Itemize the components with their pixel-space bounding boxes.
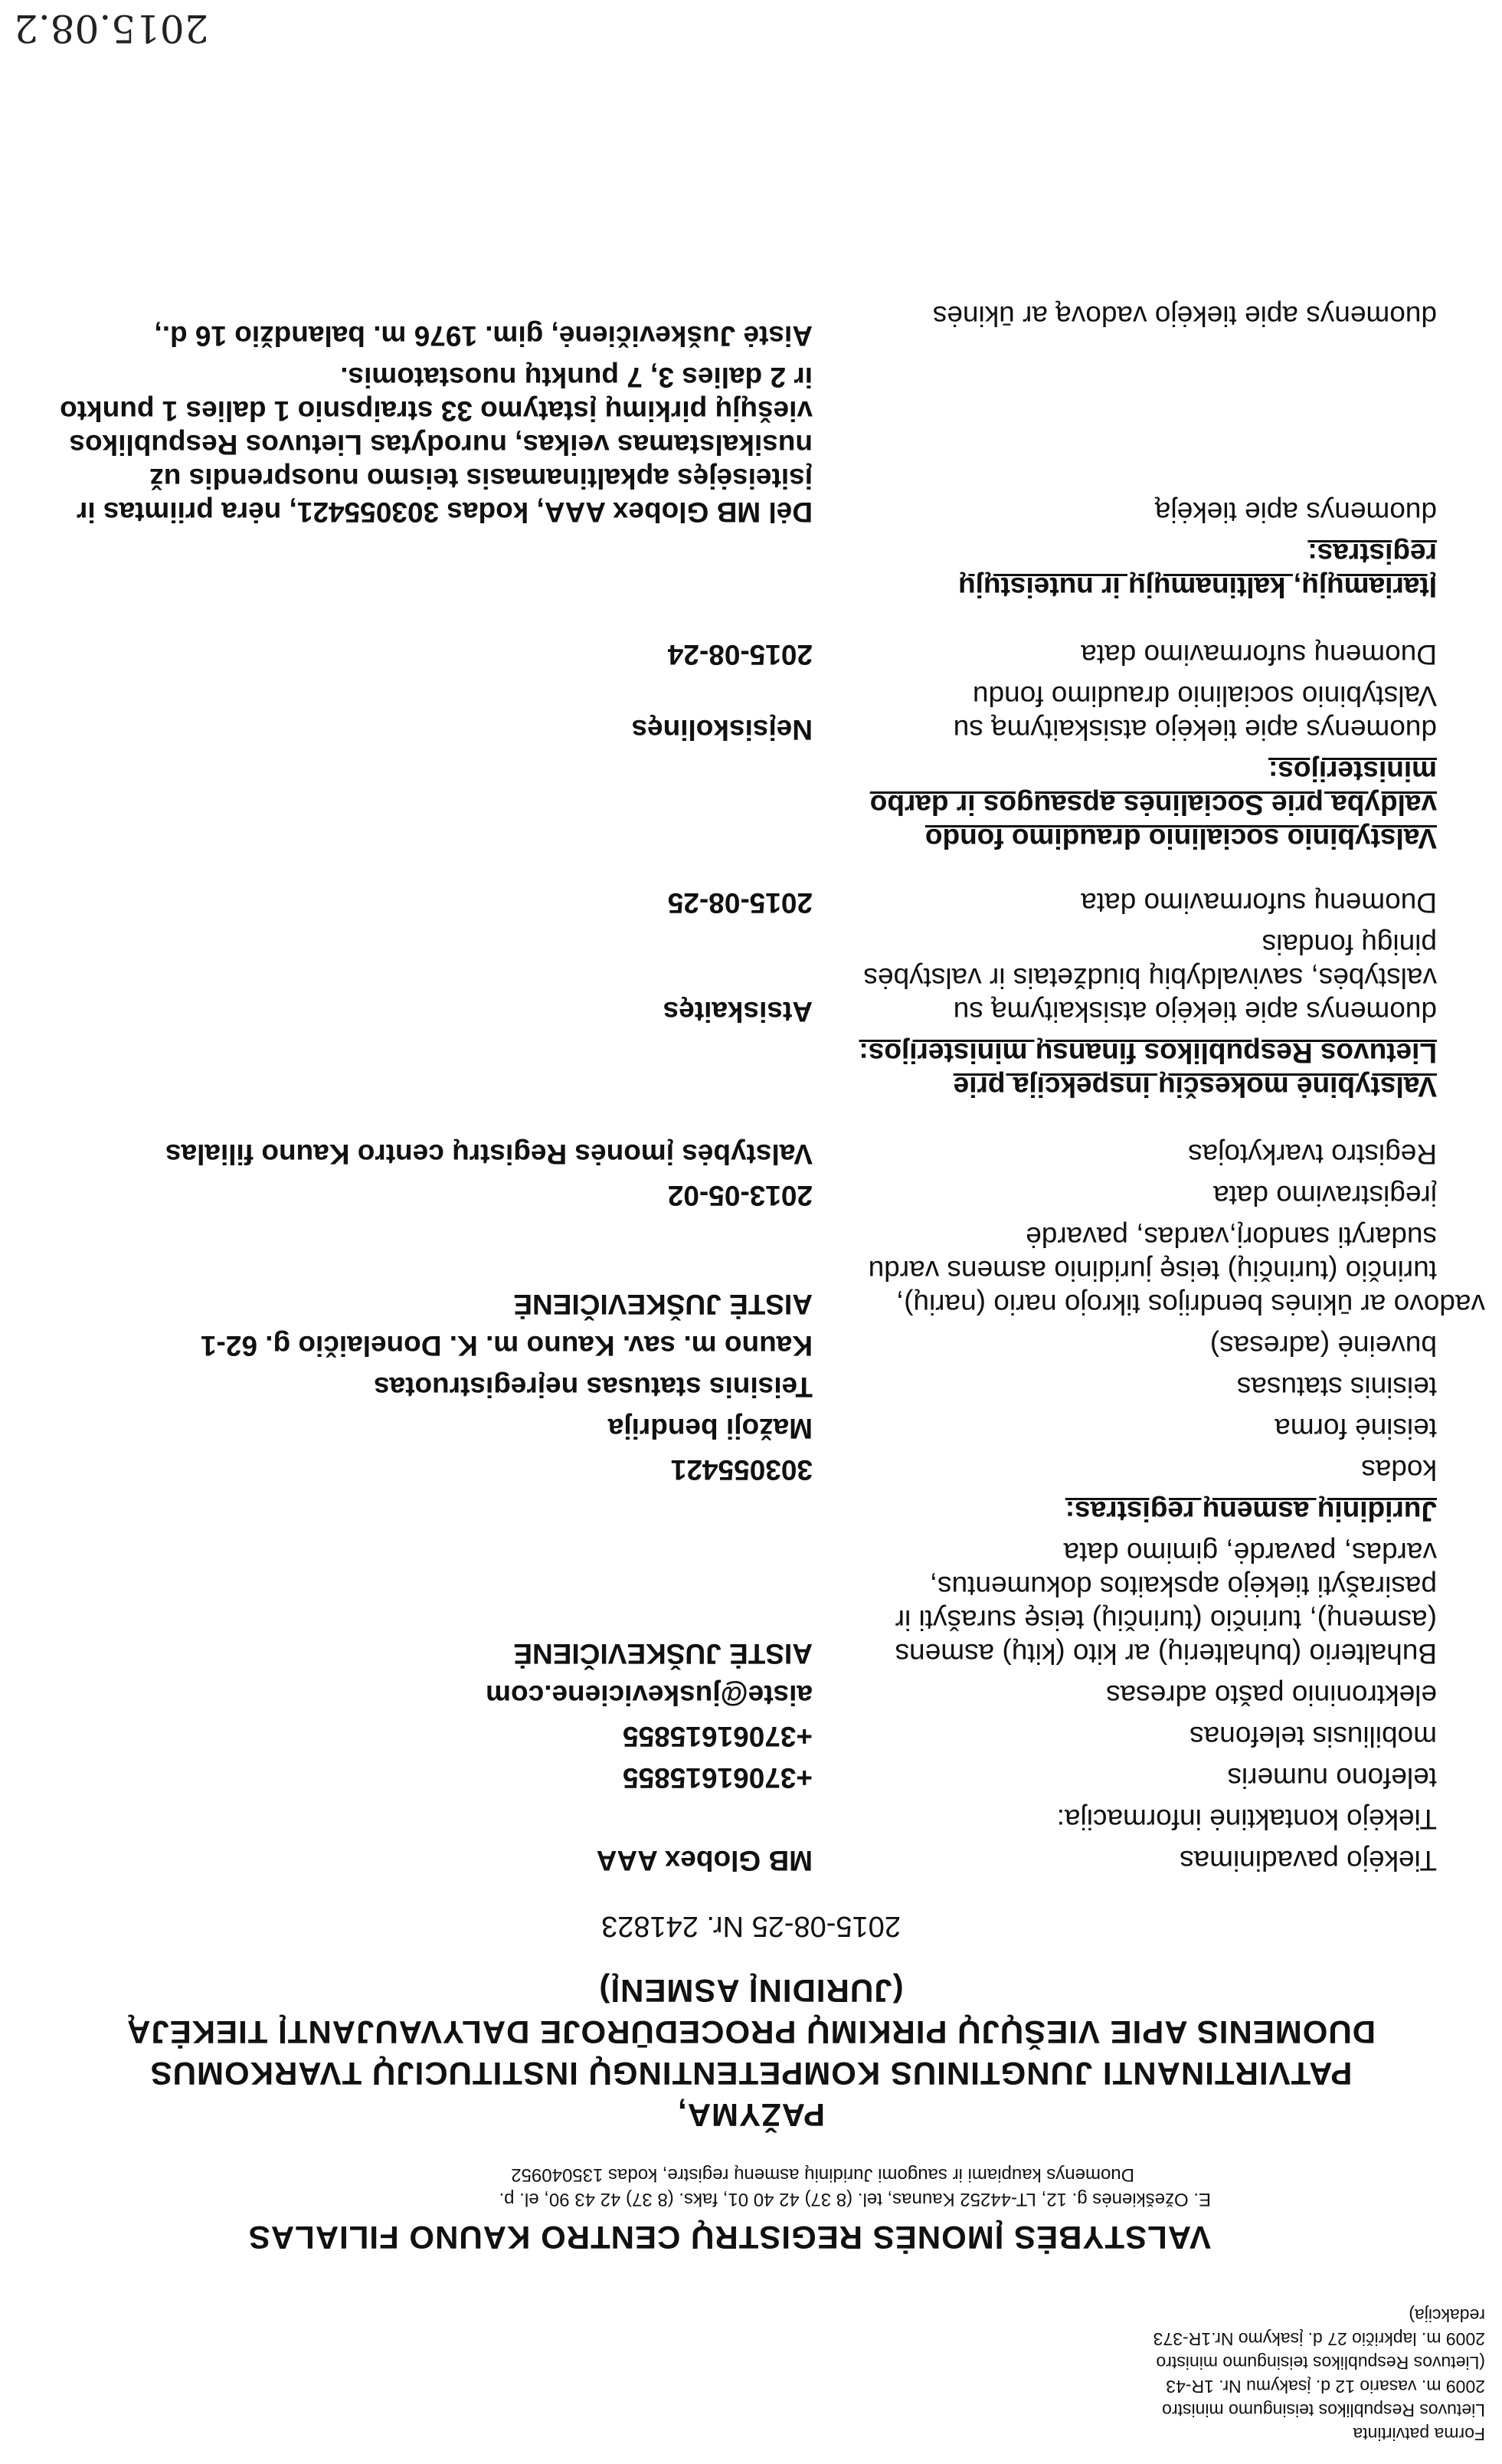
issuer-address: E. Ožeškienės g. 12, LT-44252 Kaunas, tel. (8 37) 42 40 01, faks. (8 37) 42 43 90, el. p. — [499, 2189, 1211, 2210]
tax-label: duomenys apie tiekėjo atsiskaitymą su — [953, 996, 1437, 1027]
social-label: Valstybinio socialinio draudimo fondu — [972, 680, 1437, 712]
tax-label: valstybės, savivaldybių biudžetais ir valstybės — [863, 962, 1437, 994]
handwritten-date: 2015.08.2 — [14, 6, 209, 51]
tax-label: pinigų fondais — [1261, 929, 1437, 960]
issuer-name: VALSTYBĖS ĮMONĖS REGISTRŲ CENTRO KAUNO FILIALAS — [247, 2220, 1211, 2256]
form-note-line: Forma patvirtinta — [1353, 2424, 1485, 2444]
legal-register-heading: Juridinių asmenų registras: — [1065, 1496, 1437, 1527]
mobile-value: +37061615855 — [623, 1721, 813, 1752]
head-label: turinčio (turinčių) teisę juridinio asmens vardu — [868, 1255, 1437, 1286]
suspects-value: Dėl MB Globex AAA, kodas 303055421, nėra priimtas ir — [76, 496, 813, 528]
code-value: 303055421 — [670, 1454, 813, 1486]
registrar-value: Valstybės įmonės Registrų centro Kauno filialas — [165, 1139, 813, 1170]
tax-heading: Lietuvos Respublikos finansų ministerijos: — [859, 1037, 1437, 1069]
document-heading: PAŽYMA, — [677, 2097, 825, 2133]
suspects-heading: Įtariamųjų, kaltinamųjų ir nuteistųjų — [958, 572, 1437, 603]
head-value: AISTĖ JUŠKEVIČIENĖ — [513, 1289, 813, 1320]
farms-value: Aistė Juškevičienė, gim. 1976 m. balandžio 16 d., — [154, 320, 813, 352]
accountant-label: vardas, pavardė, gimimo data — [1063, 1537, 1437, 1568]
accountant-label: pasirašyti tiekėjo apskaitos dokumentus, — [929, 1571, 1437, 1602]
form-note-line: 2009 m. vasario 12 d. įsakymu Nr. 1R-43 — [1166, 2377, 1485, 2397]
tax-status-value: Atsiskaitęs — [663, 996, 813, 1027]
social-date-value: 2015-08-24 — [667, 639, 813, 670]
email-label: elektroninio pašto adresas — [1106, 1679, 1437, 1711]
contact-heading: Tiekėjo kontaktinė informacija: — [1056, 1804, 1437, 1835]
form-note-line: 2009 m. lapkričio 27 d. įsakymo Nr.1R-373 — [1153, 2329, 1485, 2349]
registration-date-label: įregistravimo data — [1212, 1180, 1437, 1211]
social-heading: ministerijos: — [1268, 755, 1437, 787]
tax-heading: Valstybinė mokesčių inspekcija prie — [953, 1071, 1437, 1103]
suspects-label: duomenys apie tiekėją — [1154, 496, 1437, 528]
supplier-name-value: MB Globex AAA — [596, 1845, 813, 1876]
tax-date-value: 2015-08-25 — [667, 887, 813, 919]
social-status-value: Neįsiskolinęs — [631, 714, 813, 745]
legal-status-label: teisinis statusas — [1236, 1371, 1437, 1403]
social-heading: Valstybinio socialinio draudimo fondo — [924, 823, 1437, 854]
legal-form-value: Mažoji bendrija — [607, 1413, 813, 1444]
legal-status-value: Teisinis statusas neįregistruotas — [373, 1371, 813, 1403]
address-label: buveinė (adresas) — [1209, 1330, 1437, 1361]
email-value: aiste@juskeviciene.com — [486, 1679, 813, 1711]
social-date-label: Duomenų suformavimo data — [1081, 639, 1437, 670]
mobile-label: mobiliusis telefonas — [1189, 1721, 1437, 1752]
suspects-value: ir 2 dalies 3, 7 punktų nuostatomis. — [340, 362, 813, 393]
issuer-note: Duomenys kaupiami ir saugomi Juridinių asmenų registre, kodas 135040952 — [511, 2164, 1134, 2185]
address-value: Kauno m. sav. Kauno m. K. Donelaičio g. 62-1 — [200, 1330, 813, 1361]
accountant-label: Buhalterio (buhalterių) ar kito (kitų) asmens — [895, 1638, 1437, 1669]
phone-value: +37061615855 — [623, 1762, 813, 1794]
suspects-value: nusikalstamas veikas, nurodytas Lietuvos Respublikos — [69, 429, 813, 460]
document-subtitle: (JURIDINĮ ASMENĮ) — [598, 1973, 904, 2009]
legal-form-label: teisinė forma — [1275, 1413, 1437, 1444]
document-date-number: 2015-08-25 Nr. 241823 — [601, 1910, 901, 1942]
farms-label: duomenys apie tiekėjo vadovą ar ūkinės — [932, 300, 1437, 332]
tax-date-label: Duomenų suformavimo data — [1081, 887, 1437, 919]
suspects-value: viešųjų pirkimų įstatymo 33 straipsnio 1 dalies 1 punkto — [60, 395, 813, 427]
supplier-name-label: Tiekėjo pavadinimas — [1180, 1845, 1437, 1876]
document-subtitle: DUOMENIS APIE VIEŠŲJŲ PIRKIMŲ PROCEDŪROJE DALYVAUJANTĮ TIEKĖJĄ — [126, 2014, 1376, 2050]
document-subtitle: PATVIRTINANTI JUNGTINIUS KOMPETENTINGŲ INSTITUCIJŲ TVARKOMUS — [149, 2056, 1353, 2092]
social-label: duomenys apie tiekėjo atsiskaitymą su — [953, 714, 1437, 745]
accountant-label: (asmenų), turinčio (turinčių) teisę surašyti ir — [895, 1604, 1437, 1636]
suspects-value: įsiteisėjęs apkaltinamasis teismo nuosprendis už — [149, 463, 813, 494]
accountant-value: AISTĖ JUŠKEVIČIENĖ — [513, 1638, 813, 1669]
form-note-line: Lietuvos Respublikos teisingumo ministro — [1162, 2400, 1485, 2420]
social-heading: valdyba prie Socialinės apsaugos ir darbo — [869, 789, 1437, 821]
form-note-line: redakcija) — [1409, 2305, 1485, 2325]
suspects-heading: registras: — [1307, 538, 1437, 569]
head-label: sudaryti sandorį,vardas, pavardė — [1026, 1221, 1437, 1253]
registrar-label: Registro tvarkytojas — [1188, 1139, 1437, 1170]
phone-label: telefono numeris — [1227, 1762, 1437, 1794]
code-label: kodas — [1361, 1454, 1437, 1486]
form-note-line: (Lietuvos Respublikos teisingumo ministro — [1156, 2353, 1485, 2373]
head-label: vadovo ar ūkinės bendrijos tikrojo nario (narių), — [895, 1289, 1485, 1320]
registration-date-value: 2013-05-02 — [667, 1180, 813, 1211]
